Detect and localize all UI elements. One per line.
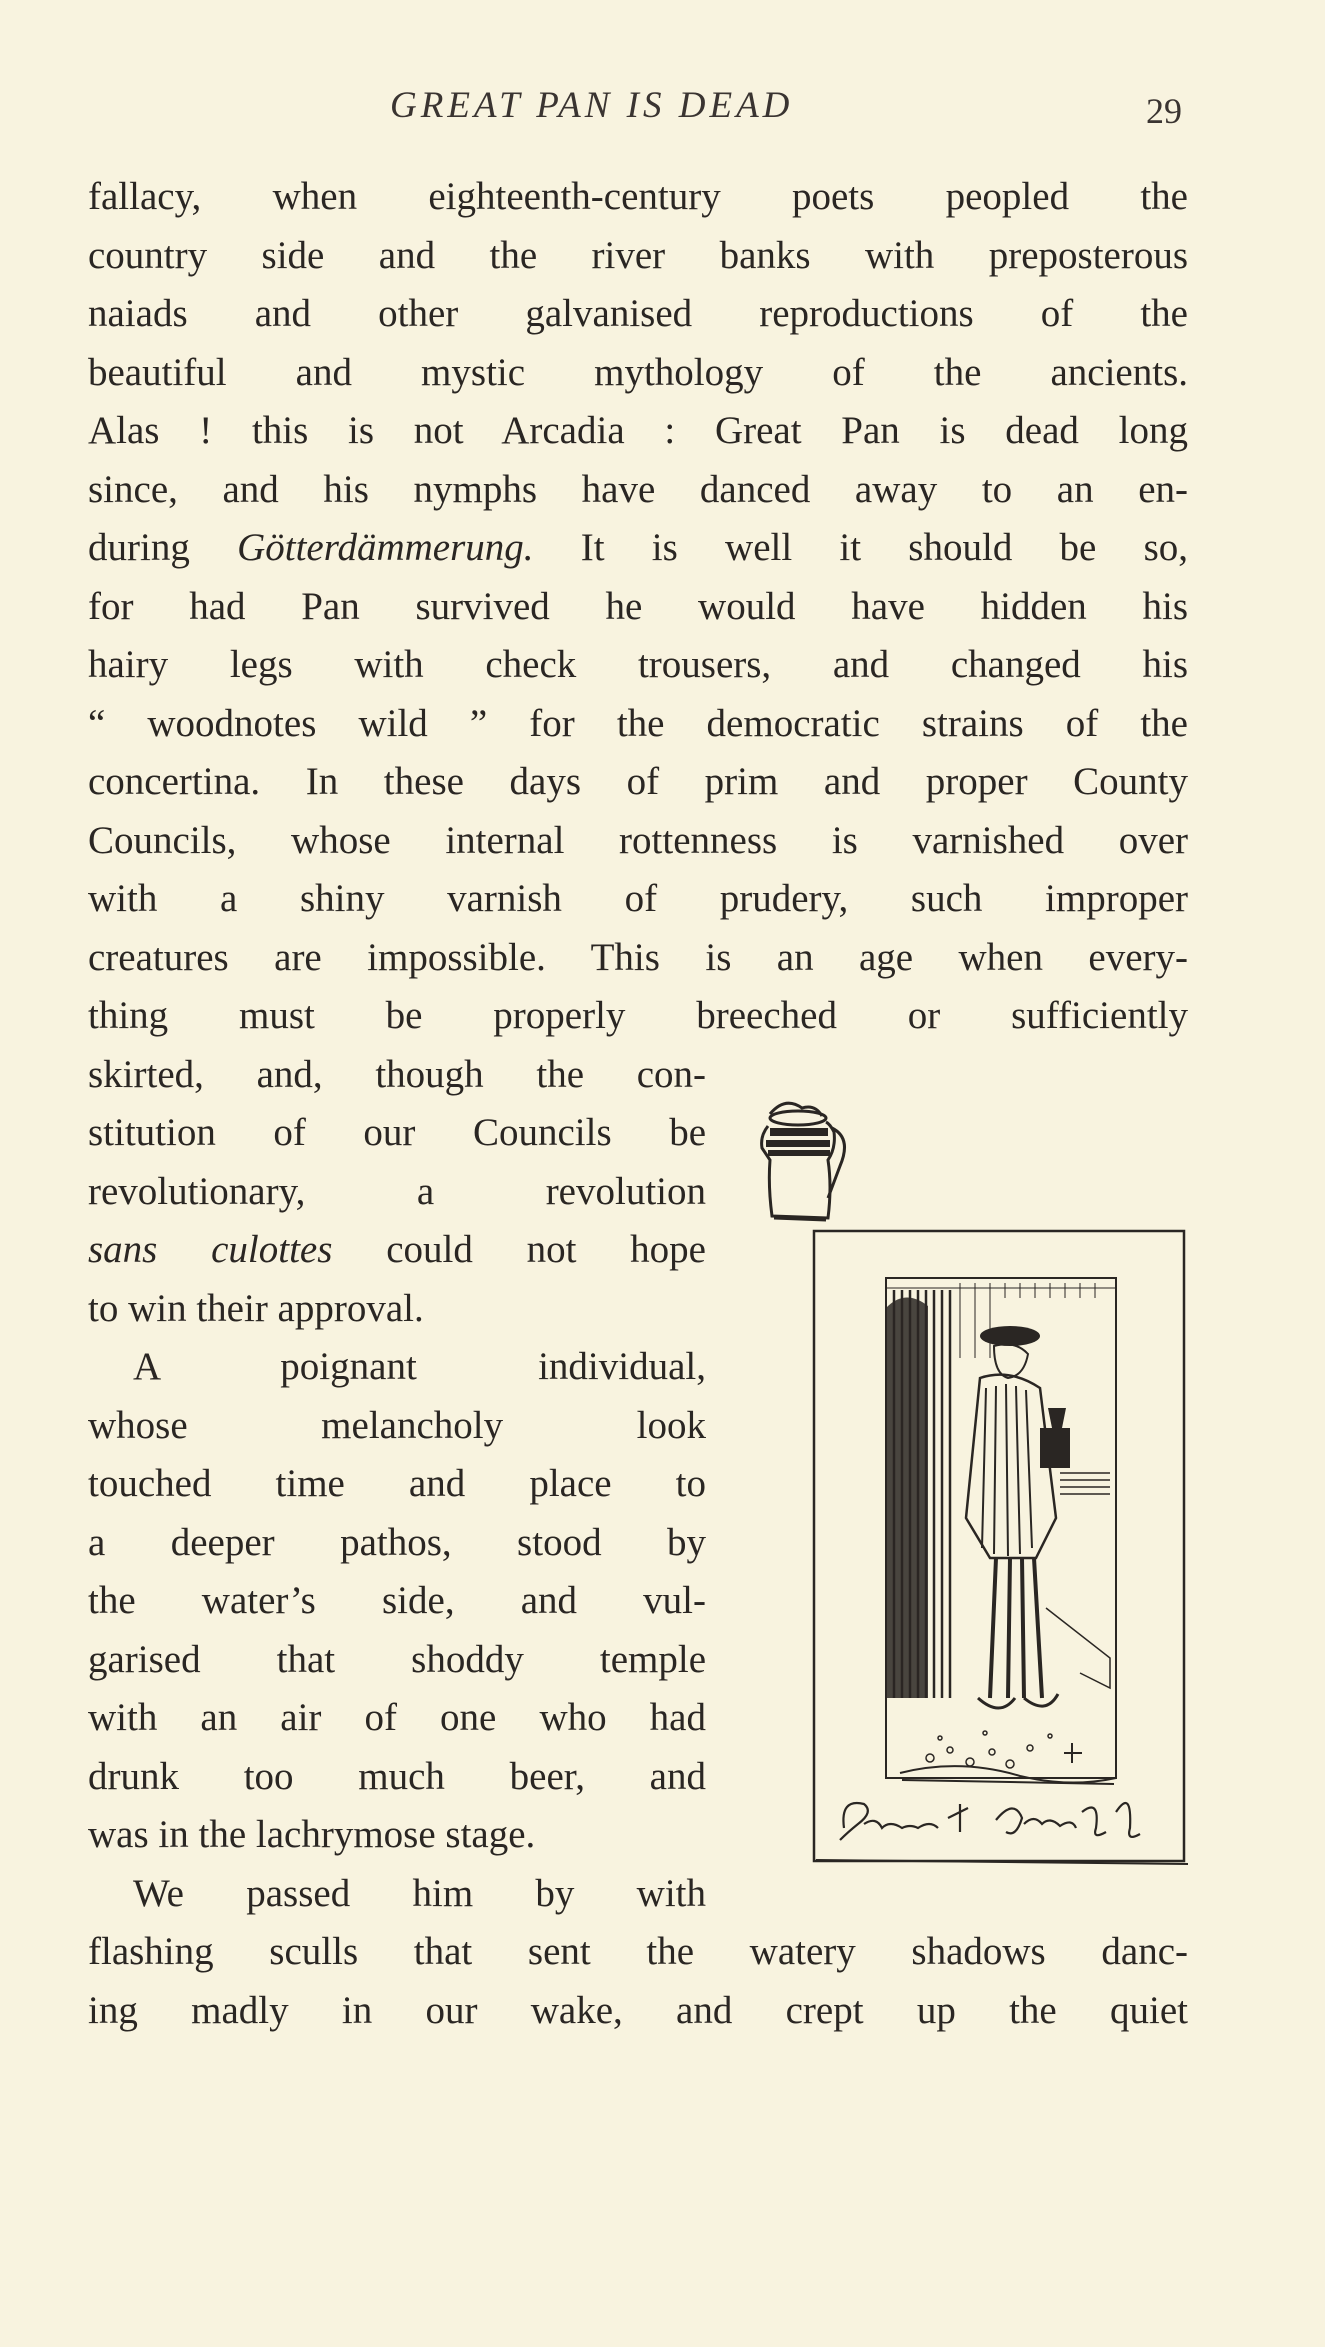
text-line: to win their approval. bbox=[88, 1286, 424, 1330]
text-line: ing madly in our wake, and crept up the quiet bbox=[88, 1988, 1188, 2032]
text-line: skirted, and, though the con- bbox=[88, 1052, 706, 1096]
text-line: naiads and other galvanised reproductions of the bbox=[88, 292, 1188, 335]
text-line: creatures are impossible. This is an age when every- bbox=[88, 935, 1188, 979]
text-line: since, and his nymphs have danced away to an en- bbox=[88, 467, 1188, 511]
text-fragment: It is well it should be so, bbox=[580, 526, 1188, 569]
text-line: the water’s side, and vul- bbox=[88, 1579, 706, 1622]
text-line: hairy legs with check trousers, and changed his bbox=[88, 643, 1188, 686]
text-fragment: could not hope bbox=[386, 1228, 706, 1271]
jug-icon bbox=[740, 1086, 855, 1228]
text-line: We passed him by with bbox=[133, 1871, 706, 1915]
text-line: beautiful and mystic mythology of the ancients. bbox=[88, 350, 1188, 394]
text-line: Alas ! this is not Arcadia : Great Pan is dead long bbox=[88, 409, 1188, 452]
italic-phrase: sans culottes bbox=[88, 1228, 333, 1271]
text-line: with a shiny varnish of prudery, such improper bbox=[88, 877, 1188, 920]
text-line: Councils, whose internal rottenness is varnished over bbox=[88, 818, 1188, 862]
text-line: garised that shoddy temple bbox=[88, 1637, 706, 1681]
text-line: touched time and place to bbox=[88, 1462, 706, 1505]
text-line bbox=[88, 519, 1188, 578]
text-line: thing must be properly breeched or sufficiently bbox=[88, 994, 1188, 1037]
running-head bbox=[0, 84, 1325, 134]
text-line: with an air of one who had bbox=[88, 1696, 706, 1739]
text-line: stitution of our Councils be bbox=[88, 1111, 706, 1154]
text-line bbox=[88, 1221, 706, 1280]
text-line: drunk too much beer, and bbox=[88, 1754, 706, 1798]
text-line: a deeper pathos, stood by bbox=[88, 1520, 706, 1564]
text-fragment: during bbox=[88, 526, 190, 569]
text-line: for had Pan survived he would have hidden his bbox=[88, 584, 1188, 628]
page-number: 29 bbox=[1146, 91, 1182, 131]
text-line: revolutionary, a revolution bbox=[88, 1169, 706, 1213]
italic-phrase: Götterdämmerung. bbox=[237, 526, 534, 569]
text-line: whose melancholy look bbox=[88, 1403, 706, 1447]
text-line: country side and the river banks with preposterous bbox=[88, 233, 1188, 277]
text-line: flashing sculls that sent the watery shadows danc- bbox=[88, 1930, 1188, 1973]
text-line: concertina. In these days of prim and proper County bbox=[88, 760, 1188, 803]
text-line: was in the lachrymose stage. bbox=[88, 1813, 536, 1856]
illustration-figure bbox=[810, 1228, 1188, 1868]
running-title: GREAT PAN IS DEAD bbox=[390, 85, 794, 126]
text-line: A poignant individual, bbox=[133, 1345, 706, 1388]
text-line: “ woodnotes wild ” for the democratic strains of the bbox=[88, 701, 1188, 745]
text-line: fallacy, when eighteenth-century poets peopled the bbox=[88, 175, 1188, 218]
